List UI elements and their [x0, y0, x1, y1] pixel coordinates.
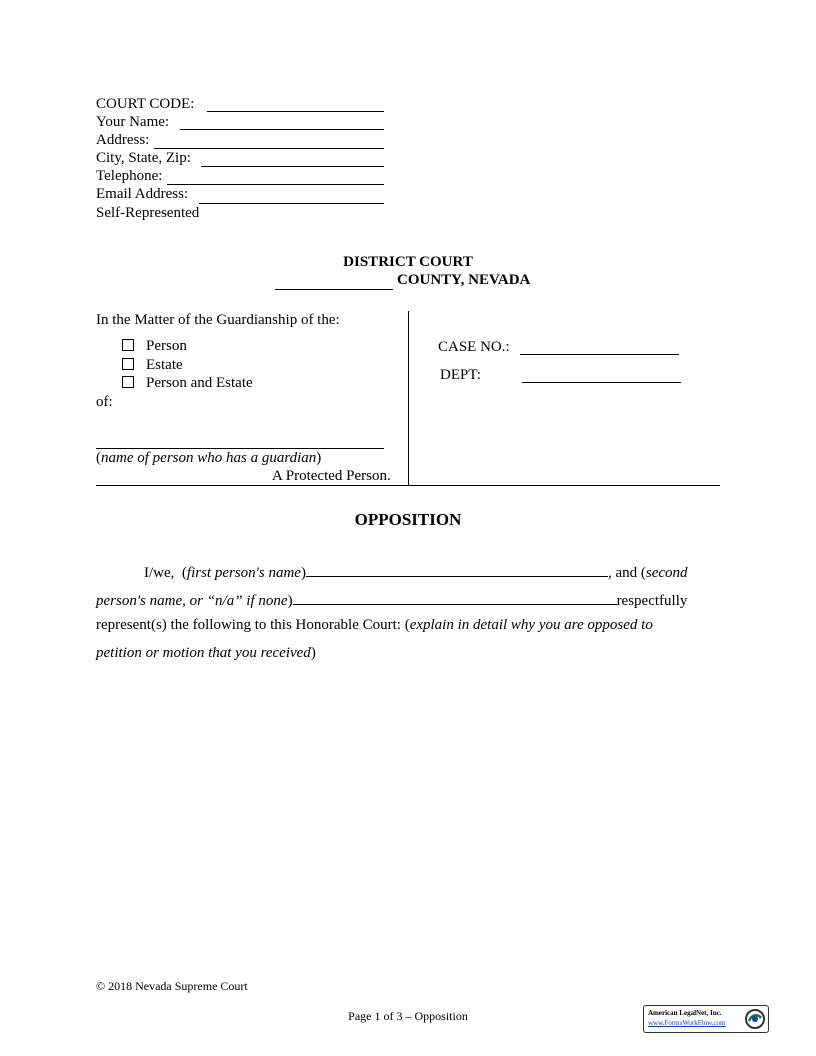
- globe-icon: [744, 1008, 766, 1030]
- body-line-1: I/we, (first person's name) , and (second: [96, 562, 716, 582]
- respectfully-text: respectfully: [616, 593, 688, 609]
- estate-checkbox[interactable]: [122, 358, 134, 370]
- dept-field[interactable]: [522, 382, 681, 383]
- protected-person-hint: (name of person who has a guardian): [96, 450, 322, 466]
- first-person-name-field[interactable]: [306, 562, 608, 577]
- body-line-3: represent(s) the following to this Honorable Court: (explain in detail why you are opposed to: [96, 617, 653, 633]
- explain-hint-a: explain in detail why you are opposed to: [409, 617, 653, 633]
- court-code-field[interactable]: [207, 111, 384, 112]
- your-name-label: Your Name:: [96, 114, 170, 130]
- caption-horizontal-divider: [96, 485, 720, 486]
- person-option-label: Person: [146, 338, 187, 354]
- person-and-estate-option-label: Person and Estate: [146, 375, 253, 391]
- case-no-field[interactable]: [520, 354, 679, 355]
- estate-option-label: Estate: [146, 357, 183, 373]
- logo-company-name: American LegalNet, Inc.: [648, 1009, 722, 1017]
- second-person-name-field[interactable]: [293, 590, 617, 605]
- email-address-label: Email Address:: [96, 186, 189, 202]
- first-name-hint: first person's name: [186, 565, 301, 581]
- person-and-estate-checkbox[interactable]: [122, 376, 134, 388]
- case-no-label: CASE NO.:: [438, 339, 510, 355]
- explain-hint-b: petition or motion that you received: [96, 645, 311, 661]
- caption-vertical-divider: [408, 311, 409, 486]
- document-title: OPPOSITION: [354, 510, 462, 529]
- of-label: of:: [96, 394, 113, 410]
- court-code-label: COURT CODE:: [96, 96, 195, 112]
- copyright-text: © 2018 Nevada Supreme Court: [96, 979, 248, 993]
- second-name-hint-a: second: [645, 565, 688, 581]
- option-estate[interactable]: [122, 356, 183, 374]
- and-text: , and: [607, 565, 638, 581]
- american-legalnet-logo: [643, 1005, 769, 1033]
- address-label: Address:: [96, 132, 150, 148]
- city-state-zip-field[interactable]: [201, 166, 384, 167]
- body-line-2: person's name, or “n/a” if none) respectfully: [96, 590, 716, 610]
- name-hint-text: name of person who has a guardian: [101, 450, 317, 466]
- telephone-label: Telephone:: [96, 168, 163, 184]
- option-person[interactable]: [122, 337, 187, 355]
- second-name-hint-b: person's name, or “n/a” if none: [96, 593, 288, 609]
- self-represented-label: Self-Represented: [96, 205, 200, 221]
- county-label: COUNTY, NEVADA: [397, 272, 531, 288]
- person-checkbox[interactable]: [122, 339, 134, 351]
- logo-website: www.FormsWorkFlow.com: [648, 1019, 726, 1027]
- dept-label: DEPT:: [440, 367, 481, 383]
- matter-text: In the Matter of the Guardianship of the:: [96, 312, 340, 328]
- court-name: DISTRICT COURT: [343, 254, 473, 270]
- city-state-zip-label: City, State, Zip:: [96, 150, 191, 166]
- telephone-field[interactable]: [167, 184, 384, 185]
- iwe-text: I/we,: [144, 565, 175, 581]
- option-person-and-estate[interactable]: [122, 374, 253, 392]
- protected-person-label: A Protected Person.: [272, 468, 391, 484]
- body-line-4: petition or motion that you received): [96, 645, 316, 661]
- page-number-text: Page 1 of 3 – Opposition: [348, 1009, 468, 1023]
- your-name-field[interactable]: [180, 129, 384, 130]
- represent-text: represent(s) the following to this Honorable Court:: [96, 617, 401, 633]
- address-field[interactable]: [154, 148, 384, 149]
- email-address-field[interactable]: [199, 203, 384, 204]
- county-field[interactable]: [275, 289, 393, 290]
